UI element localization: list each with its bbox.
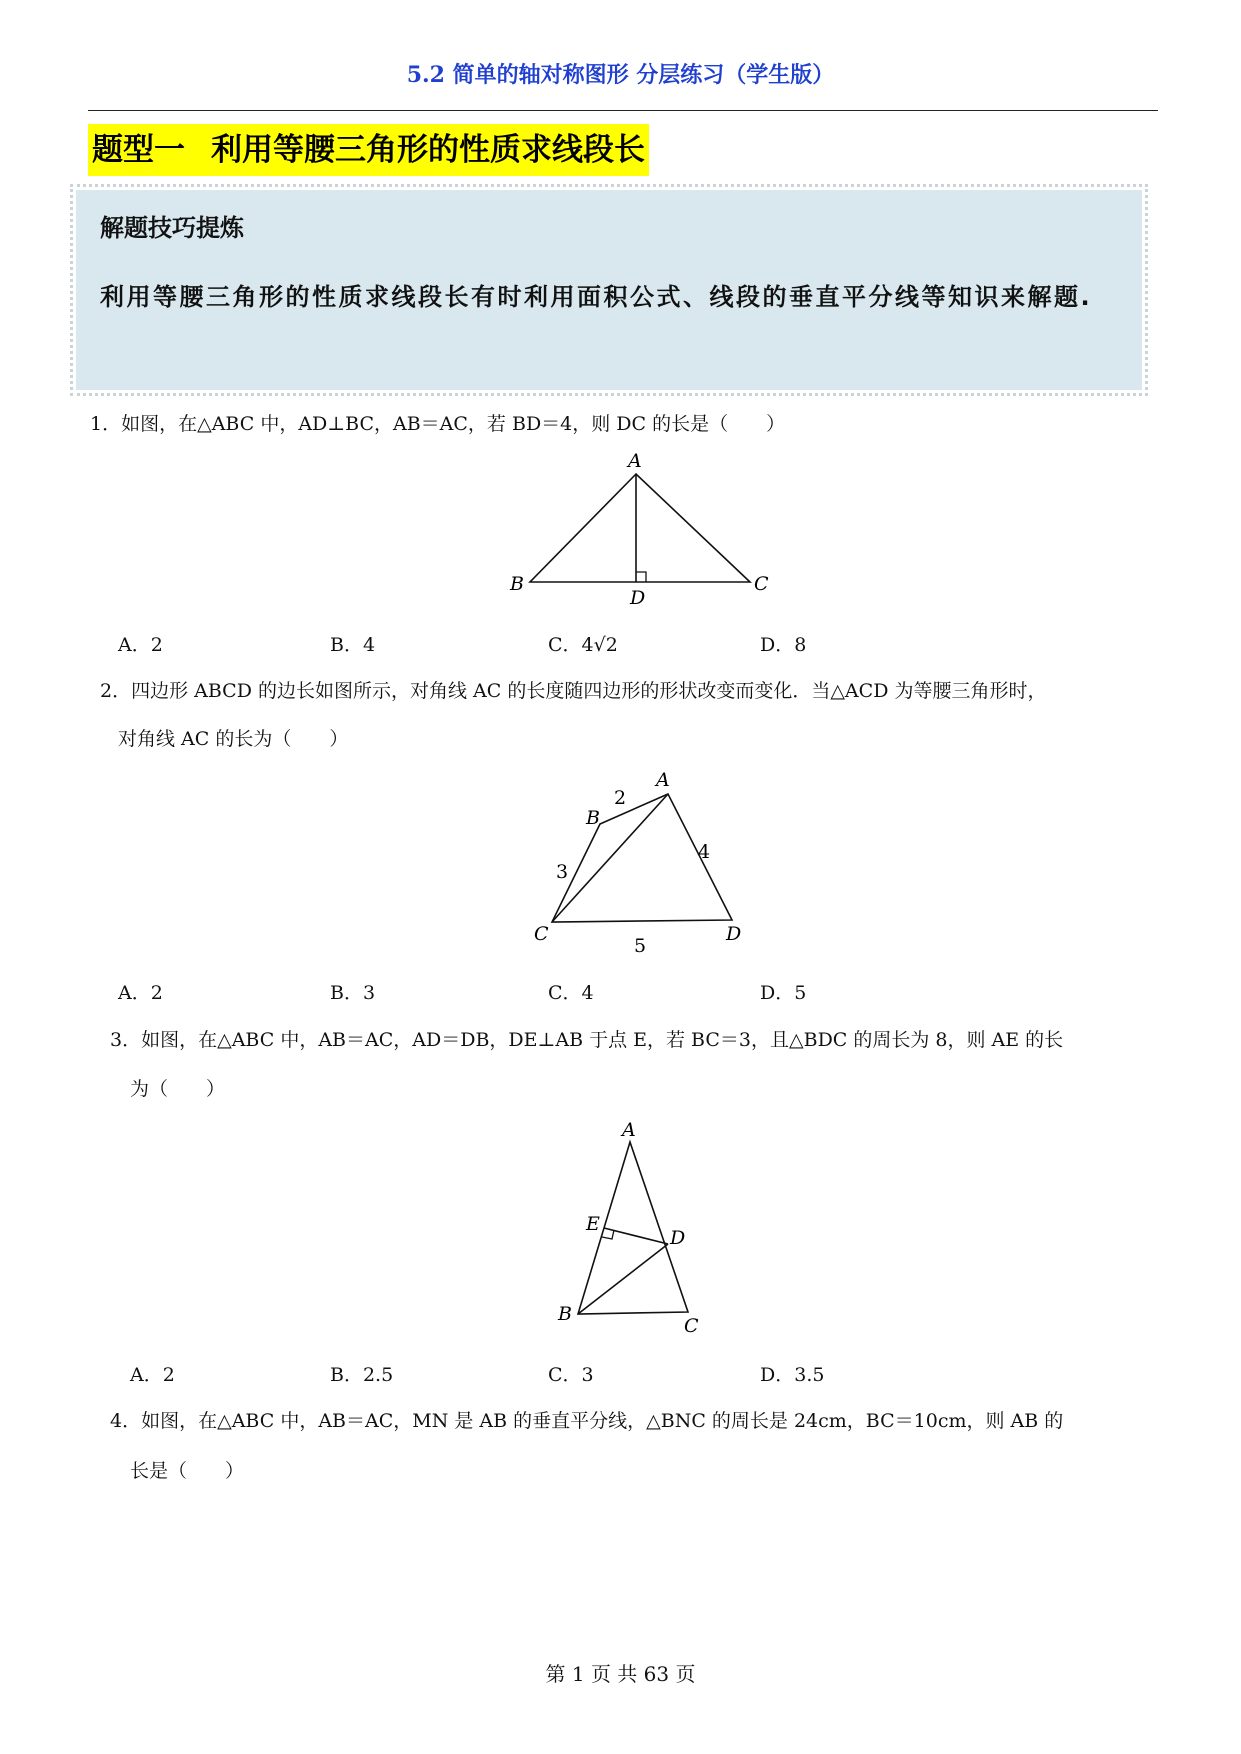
label-b: B — [558, 1303, 572, 1325]
section-title-text: 利用等腰三角形的性质求线段长 — [211, 132, 645, 168]
question-1-option-b[interactable]: B．4 — [330, 634, 376, 656]
label-side-ad: 4 — [698, 841, 711, 863]
question-4 — [110, 1408, 1063, 1434]
question-2-option-a[interactable]: A．2 — [118, 982, 163, 1004]
question-1 — [90, 411, 785, 437]
segment-bd — [578, 1244, 668, 1314]
label-a: A — [656, 769, 670, 791]
question-3-option-a[interactable]: A．2 — [130, 1364, 175, 1386]
question-3-text-line2: 为（ ） — [130, 1078, 226, 1100]
diagonal-ac — [552, 794, 668, 922]
question-3-option-b[interactable]: B．2.5 — [330, 1364, 394, 1386]
question-2-number: 2． — [100, 680, 132, 702]
question-3-option-d[interactable]: D．3.5 — [760, 1364, 825, 1386]
label-e: E — [586, 1213, 600, 1235]
label-d: D — [630, 587, 646, 609]
question-4-text-line2: 长是（ ） — [130, 1460, 245, 1482]
label-c: C — [534, 923, 549, 945]
header-divider — [88, 110, 1158, 111]
question-2-text: 四边形 ABCD 的边长如图所示，对角线 AC 的长度随四边形的形状改变而变化．当△ACD 为等腰三角形时， — [131, 680, 1047, 702]
label-a: A — [628, 450, 642, 472]
question-3-option-c[interactable]: C．3 — [548, 1364, 594, 1386]
label-b: B — [510, 573, 524, 595]
question-2-option-b[interactable]: B．3 — [330, 982, 376, 1004]
question-1-text: 如图，在△ABC 中，AD⊥BC，AB＝AC，若 BD＝4，则 DC 的长是（ ） — [121, 413, 786, 435]
question-3 — [110, 1027, 1063, 1053]
tip-body: 利用等腰三角形的性质求线段长有时利用面积公式、线段的垂直平分线等知识来解题. — [100, 283, 1093, 311]
question-1-figure — [500, 450, 790, 610]
label-side-bc: 3 — [556, 861, 569, 883]
label-b: B — [586, 807, 600, 829]
label-side-ab: 2 — [614, 787, 627, 809]
question-2-option-c[interactable]: C．4 — [548, 982, 594, 1004]
label-c: C — [684, 1315, 699, 1337]
label-d: D — [670, 1227, 686, 1249]
question-2-text-line2: 对角线 AC 的长为（ ） — [118, 728, 349, 750]
question-3-text: 如图，在△ABC 中，AB＝AC，AD＝DB，DE⊥AB 于点 E，若 BC＝3，且△BDC 的周长为 8，则 AE 的长 — [141, 1029, 1064, 1051]
question-1-option-c[interactable]: C．4√2 — [548, 634, 618, 656]
question-1-option-d[interactable]: D．8 — [760, 634, 807, 656]
section-title-label: 题型一 — [92, 132, 185, 168]
question-2 — [100, 678, 1046, 704]
triangle-abc — [530, 474, 750, 582]
question-4-number: 4． — [110, 1410, 142, 1432]
page-number: 第 1 页 共 63 页 — [545, 1662, 696, 1686]
label-d: D — [726, 923, 742, 945]
question-1-number: 1． — [90, 413, 122, 435]
label-side-cd: 5 — [634, 935, 647, 957]
document-header-title: 5.2 简单的轴对称图形 分层练习（学生版） — [406, 62, 835, 88]
question-1-option-a[interactable]: A．2 — [118, 634, 163, 656]
label-a: A — [622, 1120, 636, 1141]
label-c: C — [754, 573, 769, 595]
question-2-figure — [530, 766, 760, 966]
question-4-text: 如图，在△ABC 中，AB＝AC，MN 是 AB 的垂直平分线，△BNC 的周长是 24cm，BC＝10cm，则 AB 的 — [141, 1410, 1064, 1432]
question-3-number: 3． — [110, 1029, 142, 1051]
question-3-figure — [550, 1120, 720, 1350]
section-title — [88, 124, 649, 176]
tip-heading: 解题技巧提炼 — [100, 214, 244, 242]
right-angle-mark — [636, 572, 646, 582]
tip-box — [76, 190, 1142, 390]
question-2-option-d[interactable]: D．5 — [760, 982, 807, 1004]
